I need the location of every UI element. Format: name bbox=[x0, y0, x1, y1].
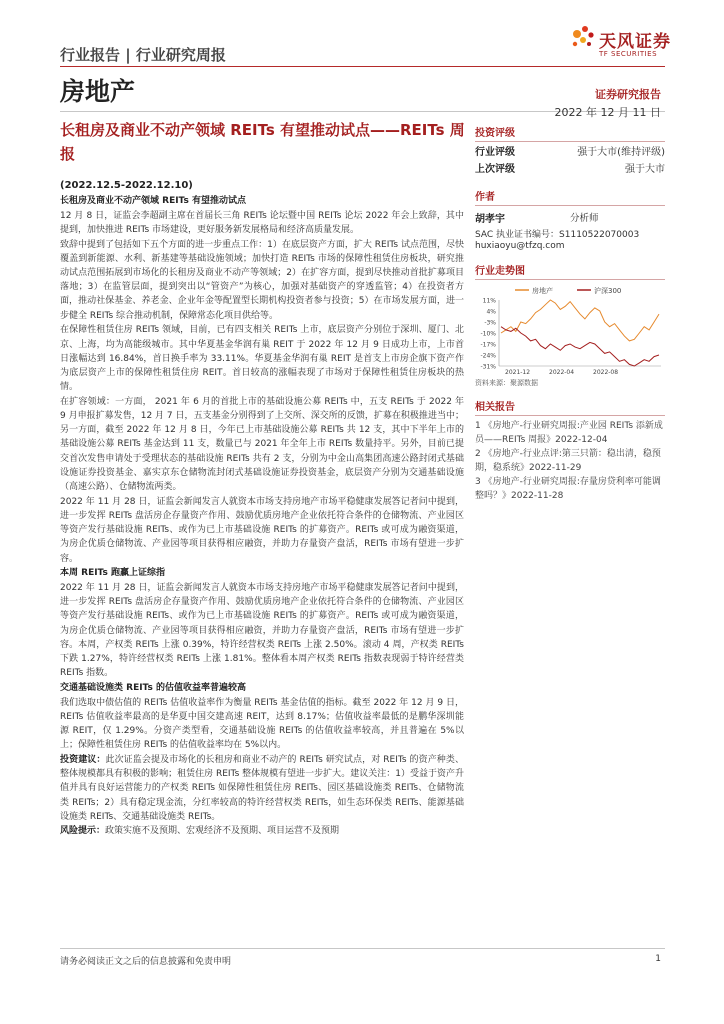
chart-source: 资料来源：聚源数据 bbox=[475, 379, 538, 387]
x-tick-label: 2022-08 bbox=[593, 369, 619, 376]
rating-value: 强于大市(维持评级) bbox=[577, 147, 665, 158]
rating-title: 投资评级 bbox=[475, 124, 665, 142]
x-tick-label: 2022-04 bbox=[549, 369, 575, 376]
inline-heading: 投资建议： bbox=[60, 754, 106, 765]
section-heading: 交通基础设施类 REITs 的估值收益率普遍较高 bbox=[60, 682, 246, 693]
header-divider bbox=[60, 66, 665, 67]
paragraph: 12 月 8 日，证监会李超副主席在首届长三角 REITs 论坛暨中国 REITs 论坛 2022 年会上致辞，其中提到，加快推进 REITs 市场建设，更好服务新发展格局和经济高质量发展。 bbox=[60, 210, 464, 235]
paragraph-text: 此次证监会提及市场化的长租房和商业不动产的 REITs 研究试点，对 REITs 的资产种类、整体规模都具有积极的影响；租赁住房 REITs 整体规模有望进一步扩大。建议关注：1）受益于资产升值并具有良好运营能力的产权类 REITs 如保障性租赁住房 REITs、园区基础设施类 REITs、仓储物流类 REITs；2）具有稳定现金流，分红率较高的特许经营权类 REITs，如生态环保类 REITs、能源基础设施类 REITs、交通基础设施类 REITs。 bbox=[60, 754, 464, 822]
legend-label: 房地产 bbox=[532, 287, 553, 295]
main-body bbox=[60, 194, 464, 839]
author-email[interactable]: huxiaoyu@tfzq.com bbox=[475, 241, 565, 251]
report-category: 行业报告 | 行业研究周报 bbox=[60, 46, 226, 64]
author-panel bbox=[475, 188, 665, 251]
footer-divider bbox=[60, 948, 665, 949]
rating-key: 上次评级 bbox=[475, 164, 515, 175]
legend-label: 沪深300 bbox=[594, 287, 622, 295]
section-heading: 本周 REITs 跑赢上证综指 bbox=[60, 568, 165, 579]
y-tick-label: 4% bbox=[486, 308, 496, 316]
paragraph: 2022 年 11 月 28 日，证监会新闻发言人就资本市场支持房地产市场平稳健康发展答记者问中提到，进一步发挥 REITs 盘活房企存量资产作用、鼓励优质房地产企业依托符合条件的仓储物流、产业园区等资产发行基础设施 REITs、或作为已上市基础设施 REITs 的扩募资产。REITs 或可成为融资渠道，为房企优质仓储物流、产业园等项目获得相应融资，并助力存量资产盘活，REITs 市场有望进一步扩容。 bbox=[60, 496, 464, 564]
rating-row bbox=[475, 142, 665, 159]
rating-value: 强于大市 bbox=[625, 164, 665, 175]
paragraph: 在扩容领域：一方面， 2021 年 6 月的首批上市的基础设施公募 REITs 中，五支 REITs 于 2022 年 9 月申报扩募发售，12 月 7 日，五支基金分别得到了上交所、深交所的反馈，扩募在积极推进当中；另一方面，截至 2022 年 12 月 8 日，今年已上市基础设施公募 REITs 共 12 支，其中下半年上市的基础设施公募 REITs 基金达到 11 支，数量已与 2021 年全年上市 REITs 数量持平。另外，目前已提交首次发售申请处于受理状态的基础设施 REITs 共有 2 支，分别为中金山高集团高速公路封闭式基础设施证券投资基金、嘉实京东仓储物流封闭式基础设施证券投资基金，底层资产分别为交通基础设施（高速公路）、仓储物流两类。 bbox=[60, 396, 464, 493]
y-tick-label: -3% bbox=[484, 319, 496, 327]
y-tick-label: -17% bbox=[480, 341, 496, 349]
y-tick-label: -31% bbox=[480, 363, 496, 371]
author-title: 作者 bbox=[475, 188, 665, 206]
related-title: 相关报告 bbox=[475, 398, 665, 416]
trend-title: 行业走势图 bbox=[475, 262, 665, 280]
y-tick-label: 11% bbox=[482, 297, 496, 305]
y-tick-label: -24% bbox=[480, 352, 496, 360]
x-tick-label: 2021-12 bbox=[505, 369, 531, 376]
logo-en: TF SECURITIES bbox=[599, 50, 658, 58]
paragraph-text: 政策实施不及预期、宏观经济不及预期、项目运营不及预期 bbox=[105, 826, 340, 837]
rating-row bbox=[475, 159, 665, 176]
author-role: 分析师 bbox=[570, 213, 599, 224]
report-date: 2022 年 12 月 11 日 bbox=[554, 106, 661, 119]
paragraph: 在保障性租赁住房 REITs 领域，目前，已有四支相关 REITs 上市，底层资产分别位于深圳、厦门、北京、上海，均为高能级城市。其中华夏基金华润有巢 REIT 于 2022 年 12 月 9 日成功上市，上市首日涨幅达到 16.84%，首日换手率为 33.11%。华夏基金华润有巢 REIT 是首支上市房企旗下资产作为底层资产上市的保障性租赁住房 REIT。首日较高的涨幅表现了市场对于保障性租赁住房板块的热情。 bbox=[60, 325, 464, 393]
disclaimer-note: 请务必阅读正文之后的信息披露和免责申明 bbox=[60, 957, 232, 967]
paragraph: 2022 年 11 月 28 日，证监会新闻发言人就资本市场支持房地产市场平稳健康发展答记者问中提到，进一步发挥 REITs 盘活房企存量资产作用、鼓励优质房地产企业依托符合条件的仓储物流、产业园区等资产发行基础设施 REITs、或作为已上市基础设施 REITs 的扩募资产。REITs 或可成为融资渠道，为房企优质仓储物流、产业园等项目获得相应融资，并助力存量资产盘活，REITs 市场有望进一步扩容。本周，产权类 REITs 上涨 0.39%，特许经营权类 REITs 上涨 2.50%。滚动 4 周，产权类 REITs 下跌 1.27%，特许经营权类 REITs 上涨 1.81%。整体看本周产权类 REITs 指数表现弱于特许经营类 REITs 指数。 bbox=[60, 582, 464, 679]
inline-heading: 风险提示： bbox=[60, 826, 106, 837]
page-number: 1 bbox=[655, 954, 661, 964]
report-title: 长租房及商业不动产领域 REITs 有望推动试点——REITs 周报 bbox=[60, 121, 465, 163]
related-report-item[interactable]: 1 《房地产-行业研究周报:产业园 REITs 添新成员——REITs 周报》2022-12-04 bbox=[475, 421, 663, 445]
related-panel bbox=[475, 398, 665, 503]
paragraph bbox=[60, 753, 464, 824]
related-report-item[interactable]: 3 《房地产-行业研究周报:存量房贷利率可能调整吗？》2022-11-28 bbox=[475, 477, 661, 501]
paragraph bbox=[60, 824, 464, 838]
y-tick-label: -10% bbox=[480, 330, 496, 338]
logo-name: 天风证券 bbox=[599, 32, 671, 52]
sector-title: 房地产 bbox=[60, 77, 136, 106]
rating-key: 行业评级 bbox=[475, 147, 515, 158]
date-range: (2022.12.5-2022.12.10) bbox=[60, 180, 193, 191]
section-heading: 长租房及商业不动产领域 REITs 有望推动试点 bbox=[60, 196, 246, 206]
rating-panel bbox=[475, 124, 665, 176]
related-report-item[interactable]: 2 《房地产-行业点评:第三只箭：稳出清，稳预期，稳系统》2022-11-29 bbox=[475, 449, 661, 473]
author-name: 胡孝宇 bbox=[475, 214, 505, 225]
paragraph: 我们选取中债估值的 REITs 估值收益率作为衡量 REITs 基金估值的指标。截至 2022 年 12 月 9 日，REITs 估值收益率最高的是华夏中国交建高速 REIT，达到 8.17%；估值收益率最低的是鹏华深圳能源 REIT，仅 1.29%。分资产类型看，交通基础设施 REITs 的估值收益率较高，并且普遍在 5%以上；保障性租赁住房 REITs 的估值收益率均在 5%以内。 bbox=[60, 697, 464, 751]
trend-chart bbox=[475, 284, 665, 378]
paragraph: 致辞中提到了包括如下五个方面的进一步重点工作：1）在底层资产方面，扩大 REITs 试点范围，尽快覆盖到新能源、水利、新基建等基础设施领域；加快打造 REITs 市场的保障性租赁住房板块，研究推动试点范围拓展到市场化的长租房及商业不动产等领域；2）在扩容方面，提到尽快推动首批扩募项目落地；3）在监管层面，提到突出以“管资产”为核心，加强对基础资产的穿透监管；4）在投资者方面，推动社保基金、养老金、企业年金等配置型长期机构投资者参与投资；5）在市场发展方面，进一步健全 REITs 综合推动机制，保障常态化项目供给等。 bbox=[60, 239, 464, 321]
author-sac: SAC 执业证书编号：S1110522070003 bbox=[475, 230, 640, 240]
report-type: 证券研究报告 bbox=[595, 88, 661, 101]
series-line bbox=[501, 300, 659, 341]
trend-panel bbox=[475, 262, 665, 388]
series-line bbox=[501, 327, 659, 366]
